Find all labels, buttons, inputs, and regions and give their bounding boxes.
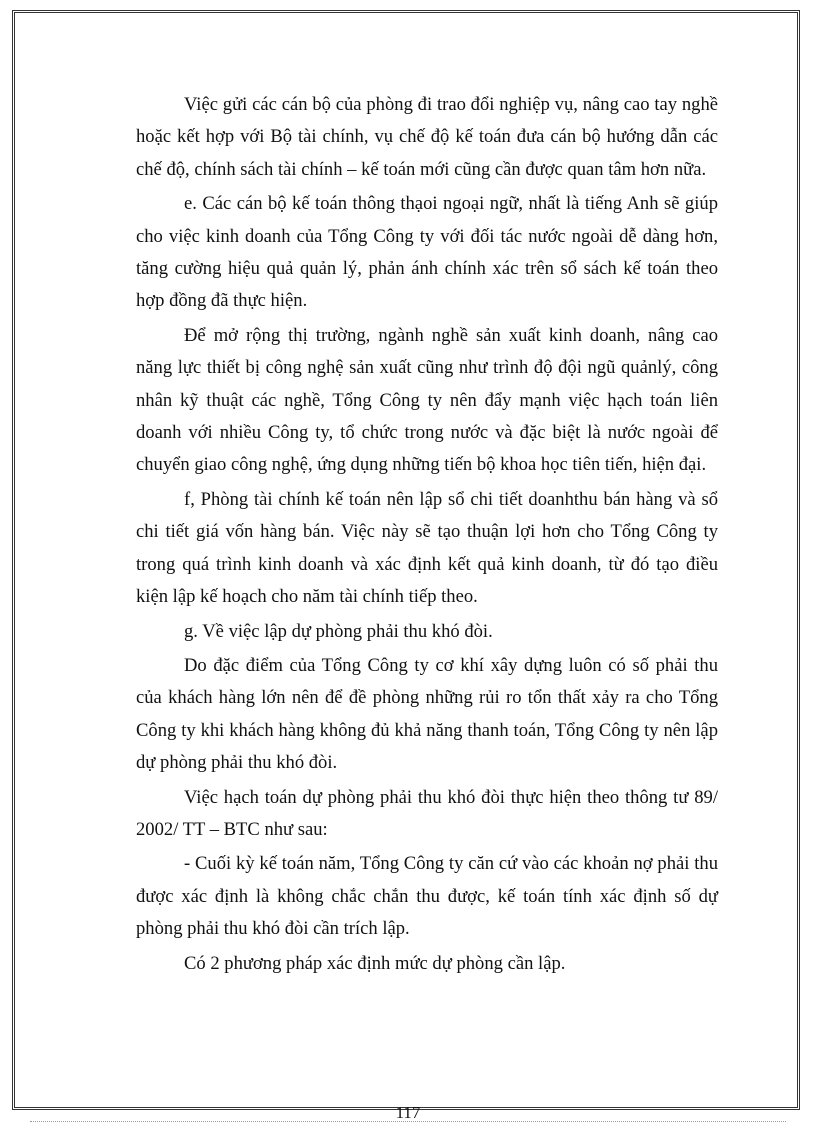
paragraph-market-expansion: Để mở rộng thị trường, ngành nghề sản xuất kinh doanh, nâng cao năng lực thiết bị công nghệ sản xuất cũng như trình độ đội ngũ quảnlý, công nhân kỹ thuật các nghề, Tổng Công ty nên đẩy mạnh việc hạch toán liên doanh với nhiều Công ty, tổ chức trong nước và đặc biệt là nước ngoài để chuyển giao công nghệ, ứng dụng những tiến bộ khoa học tiên tiến, hiện đại. — [136, 324, 718, 476]
paragraph-year-end: - Cuối kỳ kế toán năm, Tổng Công ty căn cứ vào các khoản nợ phải thu được xác định là không chắc chắn thu được, kế toán tính xác định số dự phòng phải thu khó đòi cần trích lập. — [136, 853, 718, 940]
paragraph-provision-heading: g. Về việc lập dự phòng phải thu khó đòi. — [184, 620, 493, 642]
footer-divider — [30, 1121, 786, 1122]
paragraph-foreign-language: e. Các cán bộ kế toán thông thạoi ngoại ngữ, nhất là tiếng Anh sẽ giúp cho việc kinh doanh của Tổng Công ty với đối tác nước ngoài dễ dàng hơn, tăng cường hiệu quả quản lý, phản ánh chính xác trên sổ sách kế toán theo hợp đồng đã thực hiện. — [136, 193, 718, 312]
paragraph-two-methods: Có 2 phương pháp xác định mức dự phòng cần lập. — [184, 952, 566, 974]
paragraph-circular: Việc hạch toán dự phòng phải thu khó đòi thực hiện theo thông tư 89/ 2002/ TT – BTC như sau: — [136, 786, 718, 840]
paragraph-provision-reason: Do đặc điểm của Tổng Công ty cơ khí xây dựng luôn có số phải thu của khách hàng lớn nên để đề phòng những rủi ro tổn thất xảy ra cho Tổng Công ty khi khách hàng không đủ khả năng thanh toán, Tổng Công ty nên lập dự phòng phải thu khó đòi. — [136, 654, 718, 774]
paragraph-training: Việc gửi các cán bộ của phòng đi trao đổi nghiệp vụ, nâng cao tay nghề hoặc kết hợp với Bộ tài chính, vụ chế độ kế toán đưa cán bộ hướng dẫn các chế độ, chính sách tài chính – kế toán mới cũng cần được quan tâm hơn nữa. — [136, 94, 718, 180]
paragraph-detailed-ledger: f, Phòng tài chính kế toán nên lập sổ chi tiết doanhthu bán hàng và sổ chi tiết giá vốn hàng bán. Việc này sẽ tạo thuận lợi hơn cho Tổng Công ty trong quá trình kinh doanh và xác định kết quả kinh doanh, từ đó tạo điều kiện lập kế hoạch cho năm tài chính tiếp theo. — [136, 488, 718, 608]
page-number: 117 — [395, 1103, 421, 1122]
document-body — [136, 89, 718, 982]
